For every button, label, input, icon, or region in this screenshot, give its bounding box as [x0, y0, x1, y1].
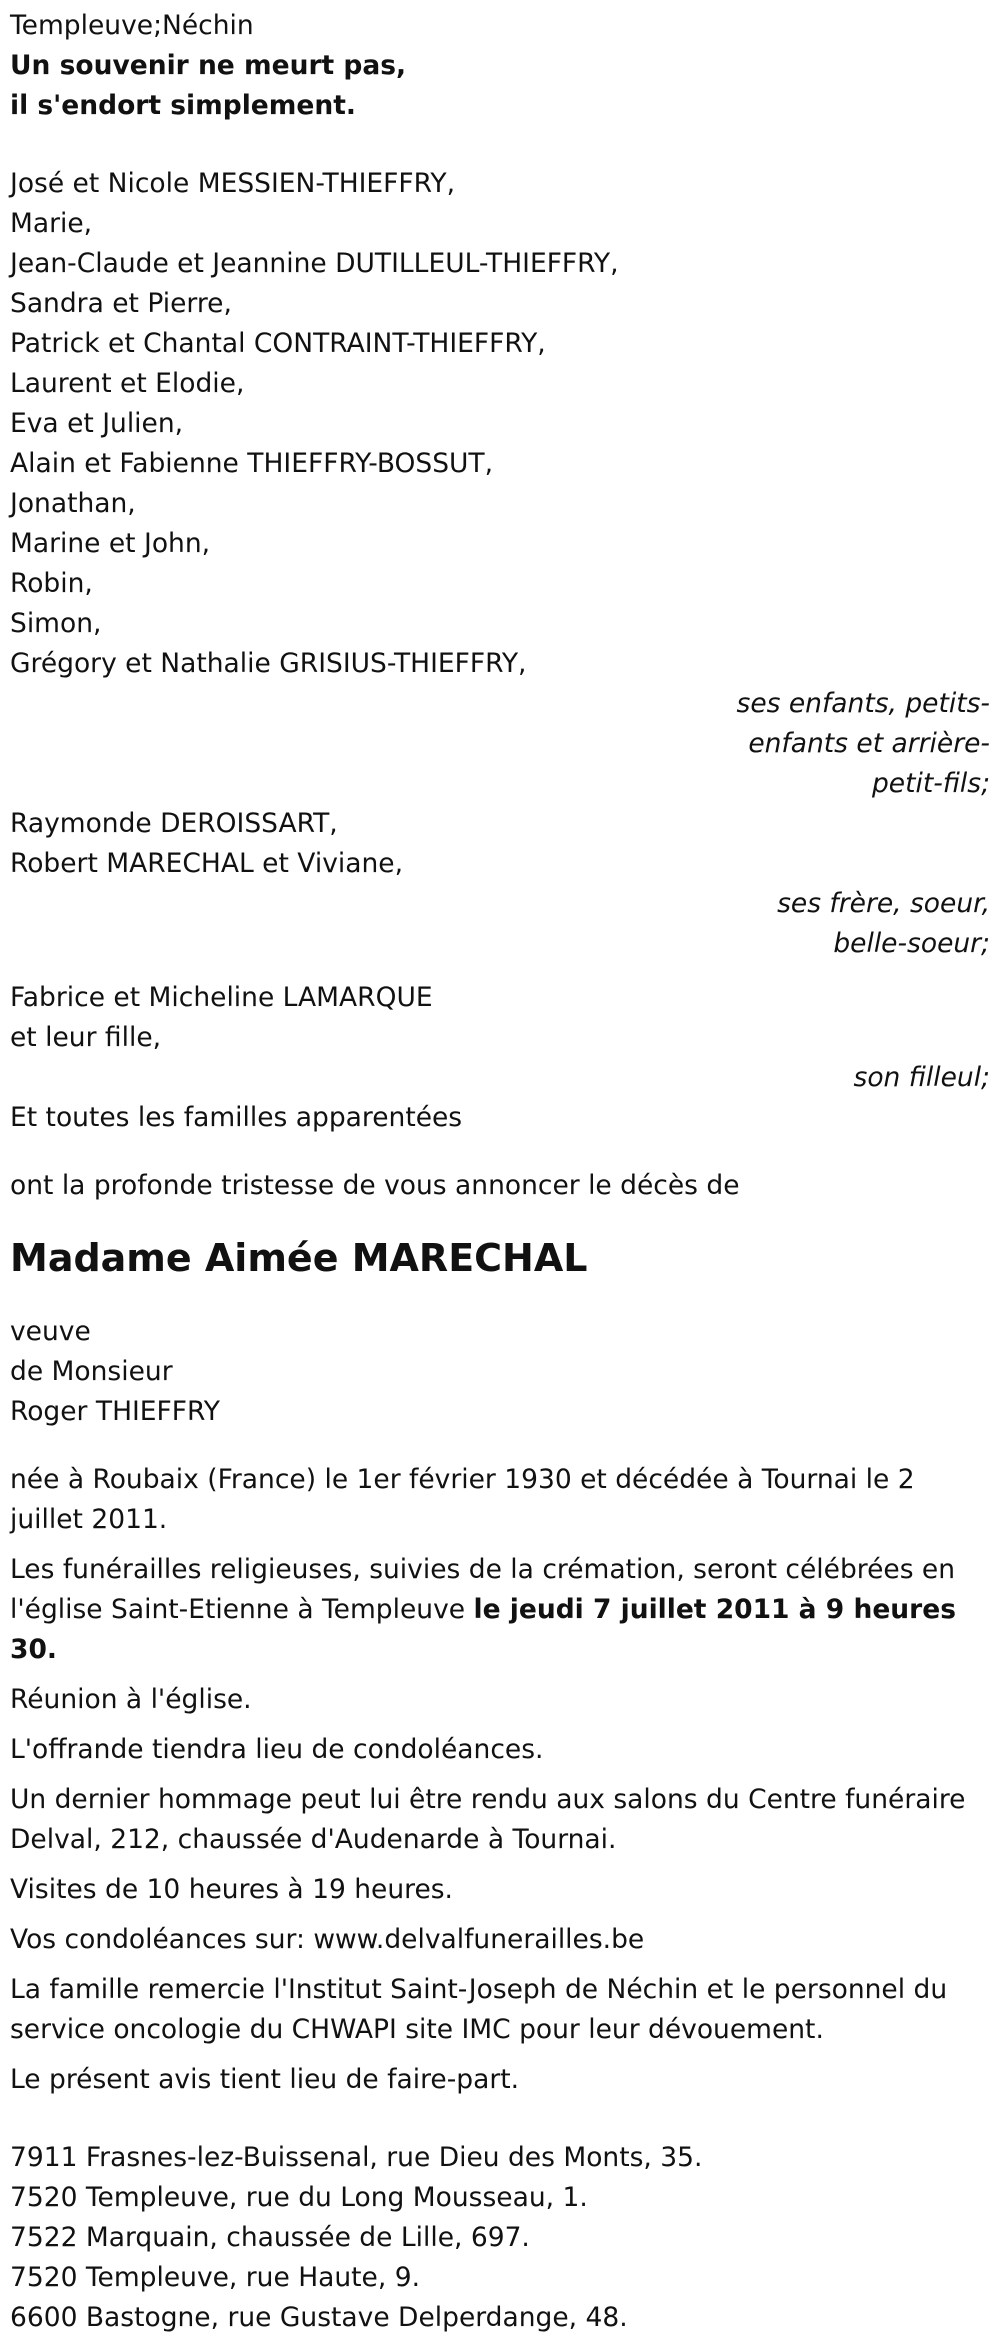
- family-member: Jonathan,: [10, 488, 136, 519]
- family-member: Patrick et Chantal CONTRAINT-THIEFFRY,: [10, 328, 546, 359]
- family-siblings-list: [10, 804, 990, 884]
- address-line: 7522 Marquain, chaussée de Lille, 697.: [10, 2222, 530, 2253]
- offering-text: L'offrande tiendra lieu de condoléances.: [10, 1734, 544, 1765]
- family-member: Eva et Julien,: [10, 408, 184, 439]
- family-member: Alain et Fabienne THIEFFRY-BOSSUT,: [10, 448, 494, 479]
- relation-siblings-2: belle-soeur;: [833, 928, 990, 959]
- family-godson-list: [10, 978, 990, 1058]
- thanks-text: La famille remercie l'Institut Saint-Joseph de Néchin et le personnel du service oncologie du CHWAPI site IMC pour leur dévouement.: [10, 1974, 948, 2045]
- family-member: Grégory et Nathalie GRISIUS-THIEFFRY,: [10, 648, 527, 679]
- notice-text: Le présent avis tient lieu de faire-part.: [10, 2064, 520, 2095]
- condolences-text: Vos condoléances sur: www.delvalfunerailles.be: [10, 1924, 645, 1955]
- motto-line-2: il s'endort simplement.: [10, 90, 356, 121]
- widow-of-line: Roger THIEFFRY: [10, 1396, 220, 1427]
- relation-children-2: enfants et arrière-: [748, 728, 990, 759]
- family-member: Laurent et Elodie,: [10, 368, 245, 399]
- address-line: 7911 Frasnes-lez-Buissenal, rue Dieu des Monts, 35.: [10, 2142, 703, 2173]
- family-member: Robert MARECHAL et Viviane,: [10, 848, 403, 879]
- birth-death-text: née à Roubaix (France) le 1er février 1930 et décédée à Tournai le 2 juillet 2011.: [10, 1464, 915, 1535]
- funeral-text: Les funérailles religieuses, suivies de la crémation, seront célébrées en l'église Saint-Etienne à Templeuve: [10, 1554, 956, 1625]
- address-line: 7520 Templeuve, rue Haute, 9.: [10, 2262, 420, 2293]
- tribute-text: Un dernier hommage peut lui être rendu aux salons du Centre funéraire Delval, 212, chaussée d'Audenarde à Tournai.: [10, 1784, 966, 1855]
- relation-siblings-1: ses frère, soeur,: [777, 888, 990, 919]
- widow-of-line: de Monsieur: [10, 1356, 173, 1387]
- widow-of-line: veuve: [10, 1316, 91, 1347]
- family-member: Marine et John,: [10, 528, 211, 559]
- meeting-text: Réunion à l'église.: [10, 1684, 252, 1715]
- announcement-line: ont la profonde tristesse de vous annoncer le décès de: [10, 1170, 740, 1201]
- motto-line-1: Un souvenir ne meurt pas,: [10, 50, 407, 81]
- family-member: Raymonde DEROISSART,: [10, 808, 338, 839]
- address-line: 7520 Templeuve, rue du Long Mousseau, 1.: [10, 2182, 588, 2213]
- funeral-paragraph: [10, 1550, 970, 1670]
- family-member: Simon,: [10, 608, 102, 639]
- family-member: Marie,: [10, 208, 93, 239]
- location-line: Templeuve;Néchin: [10, 10, 254, 41]
- family-children-list: [10, 164, 990, 684]
- families-line: Et toutes les familles apparentées: [10, 1102, 463, 1133]
- family-member: Robin,: [10, 568, 93, 599]
- deceased-name: Madame Aimée MARECHAL: [10, 1236, 588, 1280]
- relation-children-3: petit-fils;: [871, 768, 990, 799]
- family-member: Jean-Claude et Jeannine DUTILLEUL-THIEFFRY,: [10, 248, 619, 279]
- funeral-date: le jeudi 7 juillet 2011 à 9 heures 30.: [10, 1594, 956, 1665]
- addresses-list: [10, 2138, 990, 2338]
- relation-godson: son filleul;: [853, 1062, 990, 1093]
- family-member: et leur fille,: [10, 1022, 162, 1053]
- address-line: 6600 Bastogne, rue Gustave Delperdange, 48.: [10, 2302, 628, 2333]
- family-member: Sandra et Pierre,: [10, 288, 232, 319]
- family-member: Fabrice et Micheline LAMARQUE: [10, 982, 433, 1013]
- widow-of: [10, 1312, 990, 1432]
- visits-text: Visites de 10 heures à 19 heures.: [10, 1874, 453, 1905]
- family-member: José et Nicole MESSIEN-THIEFFRY,: [10, 168, 455, 199]
- relation-children-1: ses enfants, petits-: [736, 688, 990, 719]
